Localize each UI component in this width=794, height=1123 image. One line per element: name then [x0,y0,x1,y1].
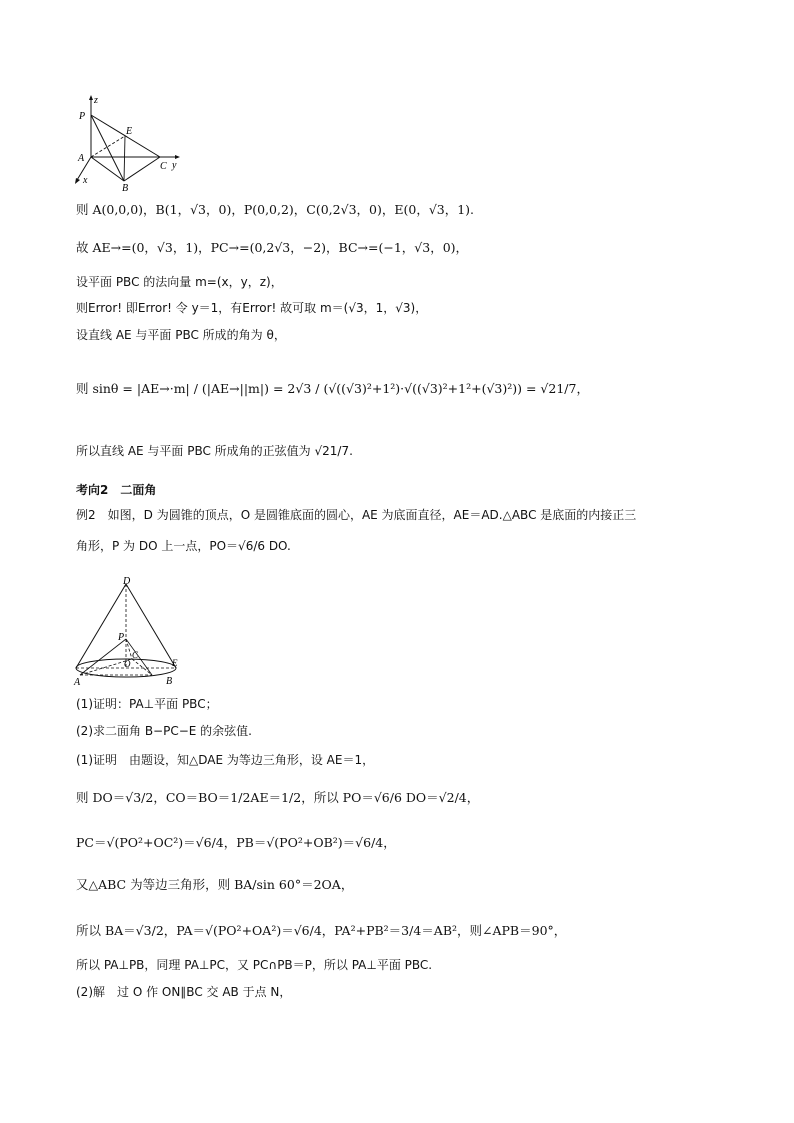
line-17: 所以 BA＝√3/2，PA＝√(PO²+OA²)＝√6/4，PA²+PB²＝3/4＝AB²，则∠APB＝90°， [76,923,567,938]
edge-AB [91,157,124,181]
edge-AE [91,136,125,157]
line-3: 设平面 PBC 的法向量 m=(x，y，z)， [76,275,283,289]
line-19: (2)解 过 O 作 ON∥BC 交 AB 于点 N， [76,985,292,999]
tetrahedron-svg [70,92,190,196]
label-E: E [172,658,178,668]
label-B: B [166,676,173,687]
label-P: P [118,632,125,643]
edge-BC [124,157,160,181]
segment-AP [80,639,126,675]
label-x: x [83,175,88,186]
line-12: (2)求二面角 B−PC−E 的余弦值. [76,724,252,738]
label-B: B [122,183,129,194]
line-7: 所以直线 AE 与平面 PBC 所成角的正弦值为 √21/7. [76,444,353,458]
line-9: 例2 如图，D 为圆锥的顶点，O 是圆锥底面的圆心，AE 为底面直径，AE＝AD.△ABC 是底面的内接正三 [76,508,637,522]
label-P: P [79,111,86,122]
edge-EB [124,136,125,181]
coordinate-tetrahedron-figure [70,92,190,196]
section-heading: 考向2 二面角 [76,483,157,497]
x-axis-arrow [75,178,80,184]
label-D: D [123,576,131,587]
line-11: (1)证明：PA⊥平面 PBC； [76,697,218,711]
z-axis-arrow [89,95,93,100]
label-A: A [74,677,81,688]
line-18: 所以 PA⊥PB，同理 PA⊥PC，又 PC∩PB＝P，所以 PA⊥平面 PBC. [76,958,433,972]
line-6: 则 sinθ = |AE→·m| / (|AE→||m|) = 2√3 / (√((√3)²+1²)·√((√3)²+1²+(√3)²)) = √21/7， [76,381,589,396]
label-A: A [78,153,85,164]
line-1: 则 A(0,0,0)，B(1，√3，0)，P(0,0,2)，C(0,2√3，0)，E(0，√3，1). [76,202,475,217]
y-axis-arrow [175,155,180,159]
line-2: 故 AE→=(0，√3，1)，PC→=(0,2√3，−2)，BC→=(−1，√3，0)， [76,240,469,255]
line-4: 则Error! 即Error! 令 y＝1，有Error! 故可取 m＝(√3，1，√3)， [76,301,428,315]
label-O: O [124,659,131,669]
label-C: C [160,161,167,172]
line-15: PC＝√(PO²+OC²)＝√6/4，PB＝√(PO²+OB²)＝√6/4， [76,835,396,850]
line-14: 则 DO＝√3/2，CO＝BO＝1/2AE＝1/2，所以 PO＝√6/6 DO＝√2/4， [76,790,480,805]
line-5: 设直线 AE 与平面 PBC 所成的角为 θ， [76,328,286,342]
label-y: y [172,160,177,171]
line-16: 又△ABC 为等边三角形，则 BA/sin 60°＝2OA， [76,877,354,892]
label-z: z [94,95,98,106]
cone-svg [70,576,190,688]
segment-PB [126,639,152,675]
cone-left-edge [76,584,126,668]
label-C: C [132,650,139,660]
label-E: E [126,126,133,137]
line-13: (1)证明 由题设，知△DAE 为等边三角形，设 AE＝1， [76,753,375,767]
line-10: 角形，P 为 DO 上一点，PO＝√6/6 DO. [76,539,291,553]
cone-figure [70,576,190,688]
